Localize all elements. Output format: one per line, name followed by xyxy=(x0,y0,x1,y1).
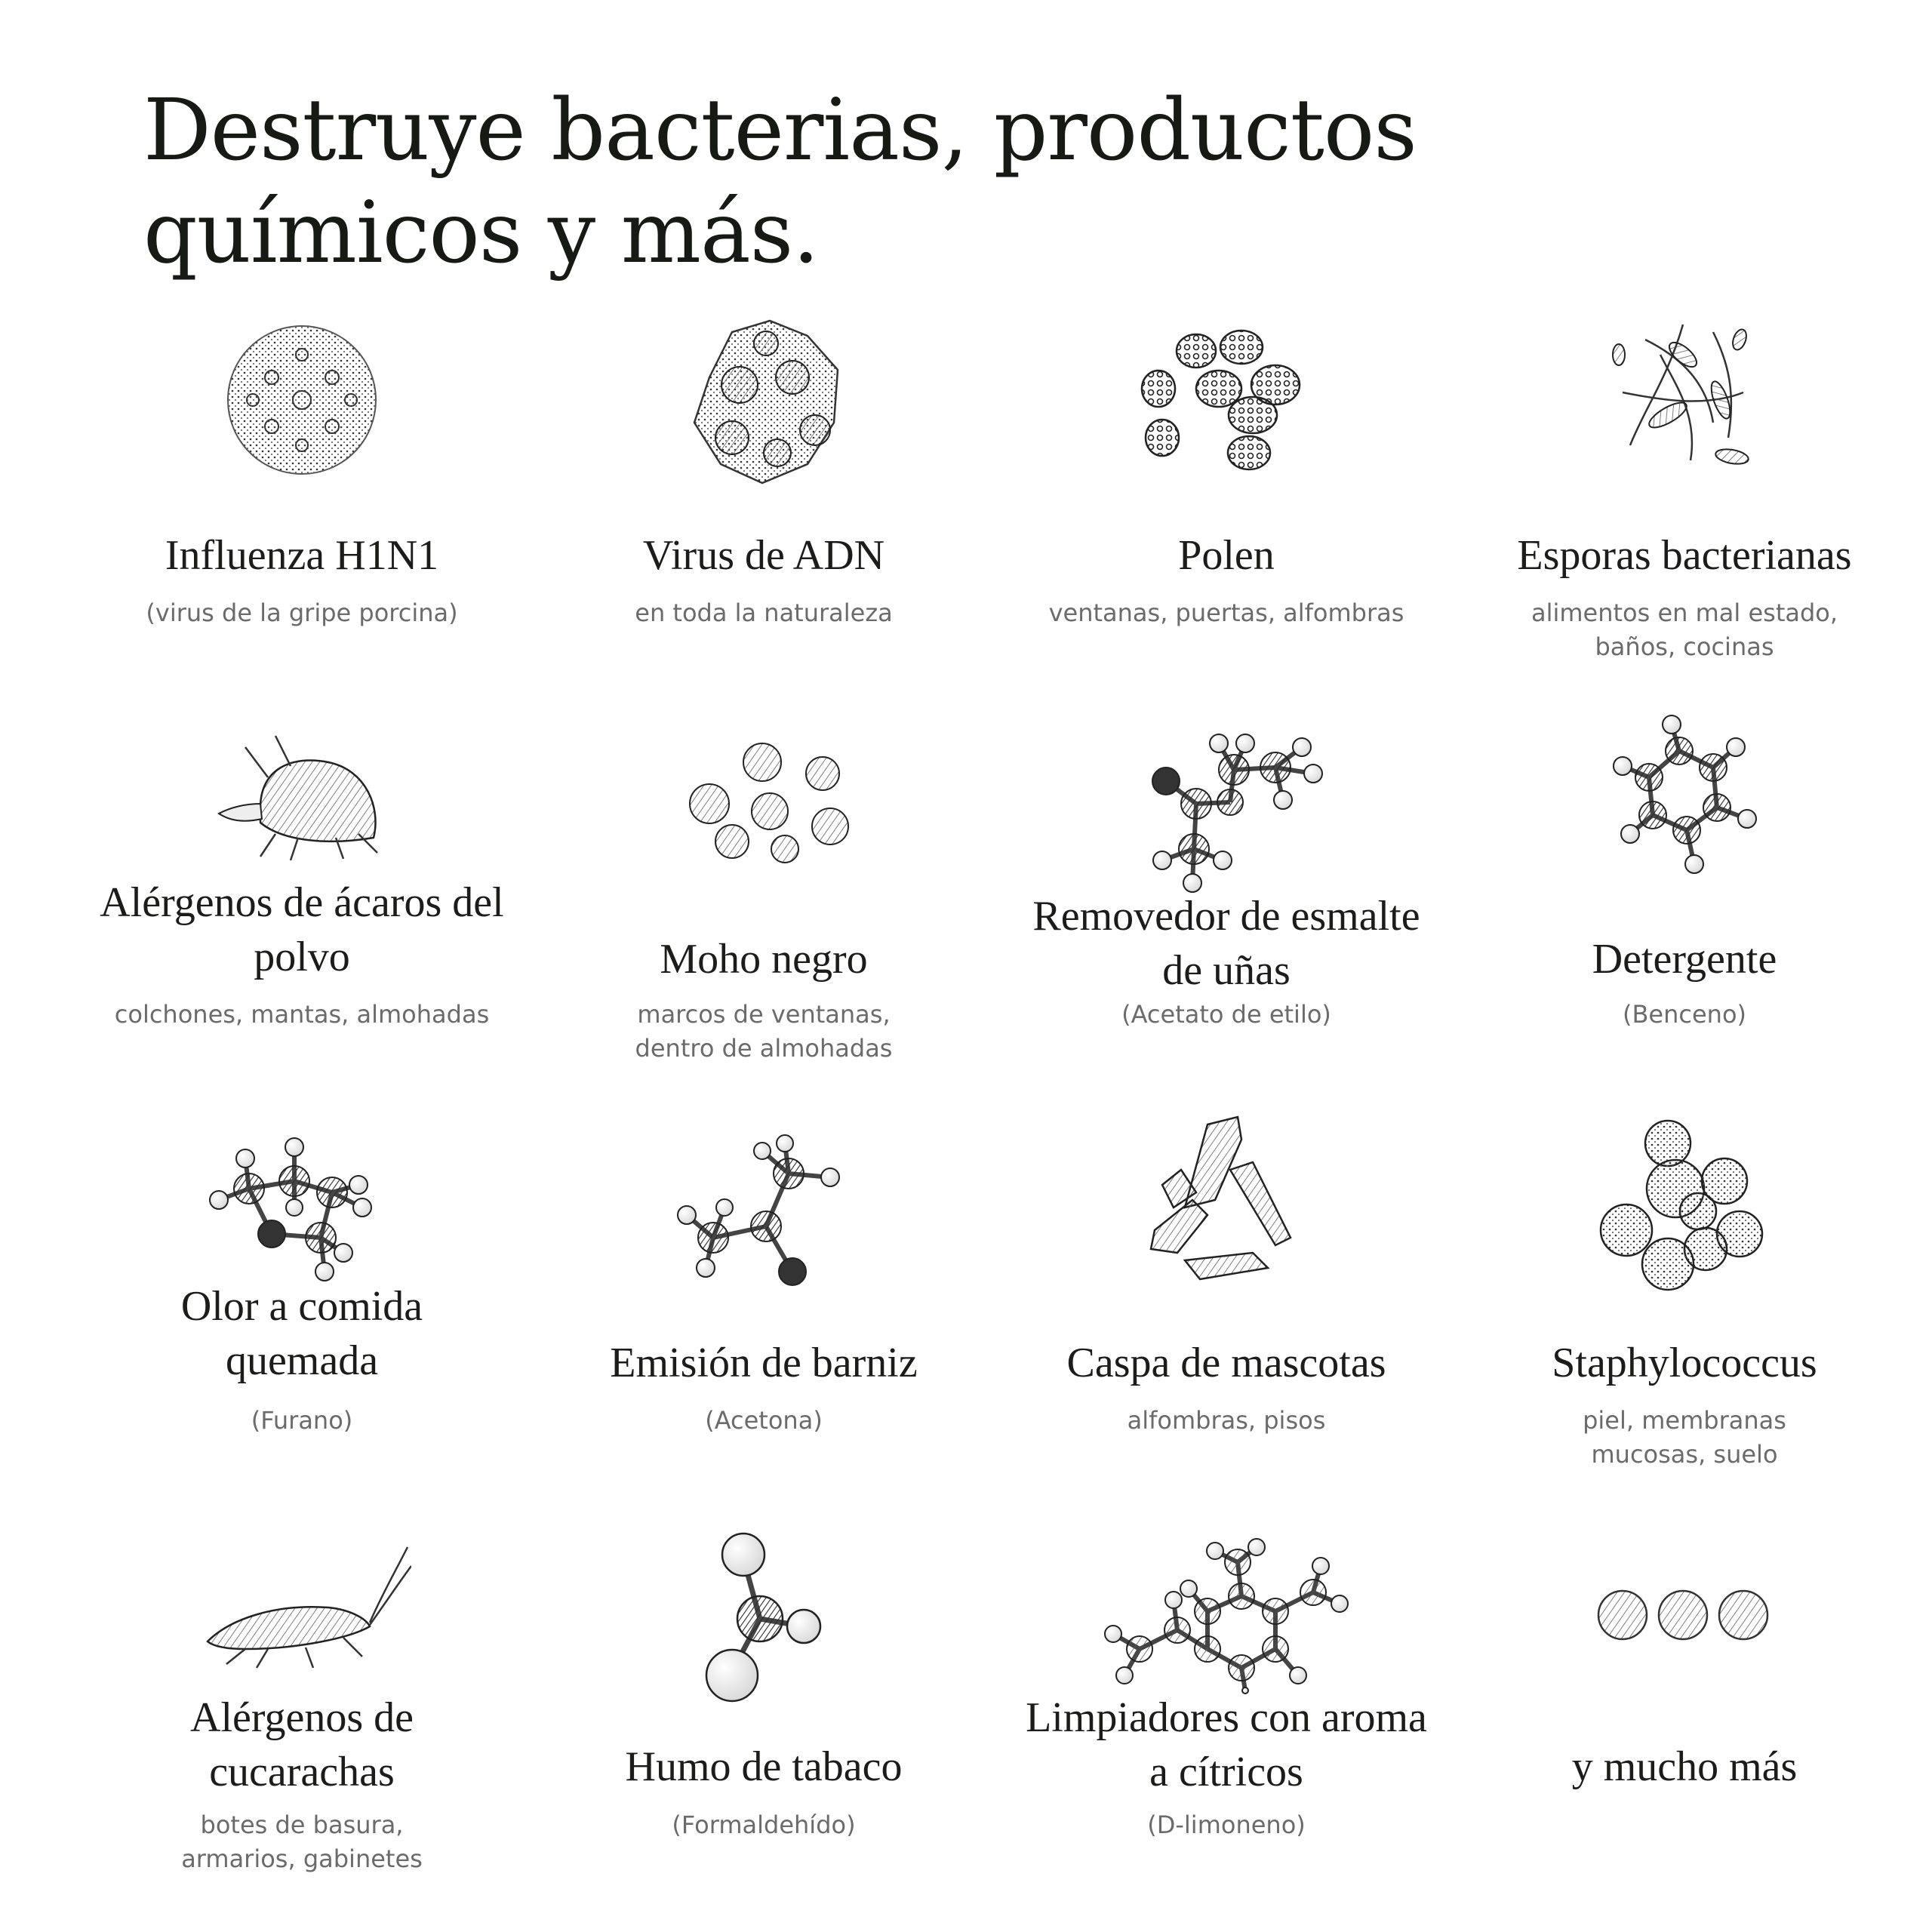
item-name: Polen xyxy=(1178,532,1275,579)
item-description: botes de basura, armarios, gabinetes xyxy=(181,1810,423,1873)
item-name: Caspa de mascotas xyxy=(1066,1340,1386,1386)
item-name: Influenza H1N1 xyxy=(165,532,439,579)
three-dots-icon xyxy=(1592,1585,1774,1645)
pet-dander-icon xyxy=(1140,1109,1313,1291)
item-name: Emisión de barniz xyxy=(610,1340,918,1386)
item-description: alfombras, pisos xyxy=(1127,1406,1326,1435)
item-description: (D-limoneno) xyxy=(1147,1810,1306,1839)
black-mold-icon xyxy=(679,736,860,864)
limonene-molecule-icon xyxy=(1094,1536,1351,1694)
furan-molecule-icon xyxy=(204,1128,385,1287)
bacterial-spores-icon xyxy=(1600,309,1766,483)
item-name: Limpiadores con aroma a cítricos xyxy=(1026,1694,1427,1795)
virus-sphere-icon xyxy=(219,317,385,483)
item-name: Staphylococcus xyxy=(1552,1340,1817,1386)
formaldehyde-molecule-icon xyxy=(698,1528,834,1709)
item-name: Alérgenos de cucarachas xyxy=(190,1694,414,1795)
item-description: en toda la naturaleza xyxy=(635,598,893,627)
item-description: (Acetona) xyxy=(705,1406,823,1435)
benzene-molecule-icon xyxy=(1607,713,1774,887)
title-line-2: químicos y más. xyxy=(143,184,819,282)
item-name: Olor a comida quemada xyxy=(180,1283,423,1384)
dust-mite-icon xyxy=(208,732,389,860)
item-name: Humo de tabaco xyxy=(625,1743,903,1790)
item-name: y mucho más xyxy=(1571,1743,1798,1790)
title-line-1: Destruye bacterias, productos xyxy=(143,82,1417,180)
item-name: Alérgenos de ácaros del polvo xyxy=(100,879,504,980)
item-description: (virus de la gripe porcina) xyxy=(146,598,458,627)
item-description: ventanas, puertas, alfombras xyxy=(1048,598,1404,627)
item-name: Detergente xyxy=(1592,936,1777,983)
item-name: Removedor de esmalte de uñas xyxy=(1032,893,1420,994)
item-description: colchones, mantas, almohadas xyxy=(114,1000,490,1029)
ethyl-acetate-molecule-icon xyxy=(1140,721,1343,894)
item-name: Moho negro xyxy=(660,936,868,983)
item-name: Esporas bacterianas xyxy=(1517,532,1852,579)
item-description: (Acetato de etilo) xyxy=(1121,1000,1331,1029)
item-description: (Furano) xyxy=(251,1406,353,1435)
item-description: (Formaldehído) xyxy=(672,1810,856,1839)
item-description: marcos de ventanas, dentro de almohadas xyxy=(635,1000,893,1063)
cockroach-icon xyxy=(200,1543,411,1672)
item-description: alimentos en mal estado, baños, cocinas xyxy=(1531,598,1838,661)
pollen-icon xyxy=(1128,325,1317,475)
item-description: piel, membranas mucosas, suelo xyxy=(1583,1406,1786,1469)
page-title xyxy=(143,79,1417,285)
dna-virus-icon xyxy=(679,309,853,491)
acetone-molecule-icon xyxy=(668,1132,849,1291)
item-name: Virus de ADN xyxy=(642,532,885,579)
staphylococcus-icon xyxy=(1596,1113,1777,1294)
item-description: (Benceno) xyxy=(1622,1000,1747,1029)
